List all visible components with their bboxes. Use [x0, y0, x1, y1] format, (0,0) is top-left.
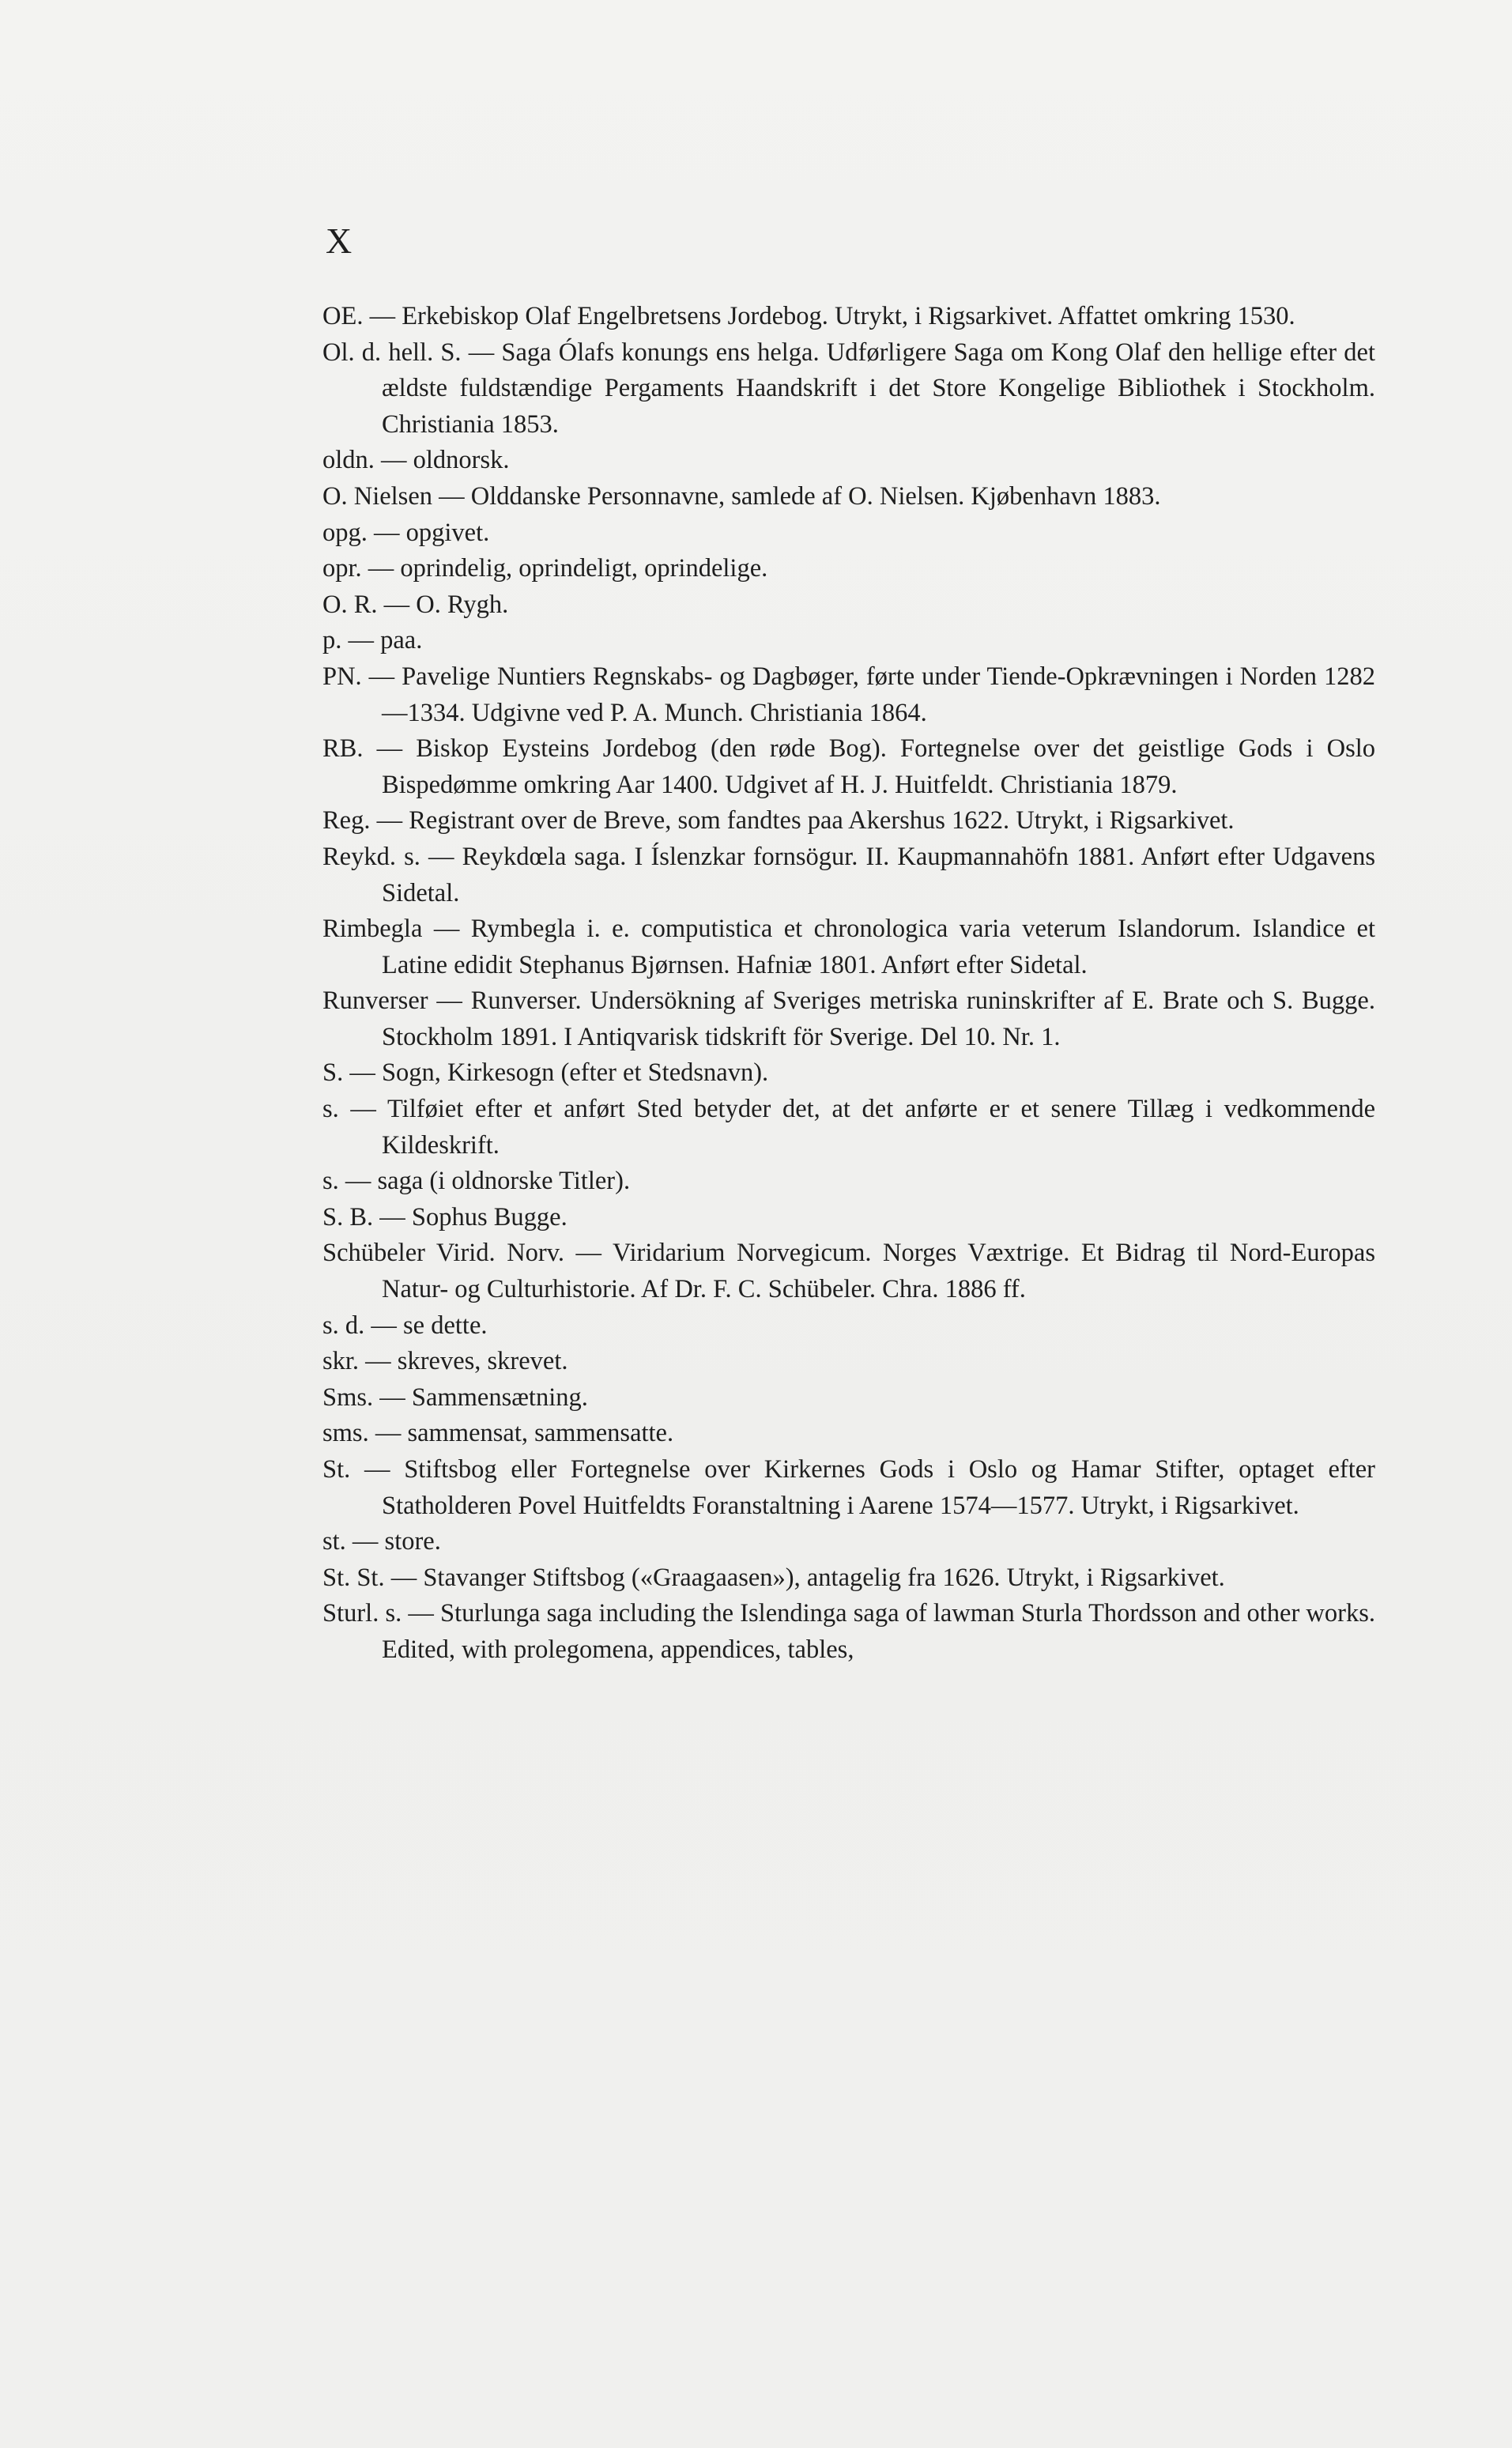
abbreviation-entry: opg. — opgivet.	[322, 518, 490, 547]
abbreviation-entry: Rimbegla — Rymbegla i. e. computistica et chronologica varia veterum Islandorum. Islandice et Latine edidit Stephanus Bjørnsen. Hafniæ 1801. Anført efter Sidetal.	[322, 915, 1375, 979]
abbreviation-entry: Reykd. s. — Reykdœla saga. I Íslenzkar fornsögur. II. Kaupmannahöfn 1881. Anført efter Udgavens Sidetal.	[322, 842, 1375, 907]
abbreviation-entry: St. — Stiftsbog eller Fortegnelse over Kirkernes Gods i Oslo og Hamar Stifter, optaget efter Statholderen Povel Huitfeldts Foranstaltning i Aarene 1574—1577. Utrykt, i Rigsarkivet.	[322, 1455, 1375, 1520]
abbreviation-entry: st. — store.	[322, 1527, 441, 1556]
page-number: X	[326, 221, 353, 261]
abbreviation-entry: oldn. — oldnorsk.	[322, 446, 510, 475]
abbreviation-entry: Runverser — Runverser. Undersökning af Sveriges metriska runinskrifter af E. Brate och S. Bugge. Stockholm 1891. I Antiqvarisk tidskrift för Sverige. Del 10. Nr. 1.	[322, 986, 1375, 1051]
abbreviation-entry: PN. — Pavelige Nuntiers Regnskabs- og Dagbøger, førte under Tiende-Opkrævningen i Norden 1282—1334. Udgivne ved P. A. Munch. Christiania 1864.	[322, 662, 1375, 727]
abbreviation-entry: opr. — oprindelig, oprindeligt, oprindelige.	[322, 554, 768, 583]
abbreviation-entry: O. R. — O. Rygh.	[322, 590, 509, 619]
abbreviation-entry: RB. — Biskop Eysteins Jordebog (den røde Bog). Fortegnelse over det geistlige Gods i Oslo Bispedømme omkring Aar 1400. Udgivet af H. J. Huitfeldt. Christiania 1879.	[322, 734, 1375, 799]
abbreviation-entry: S. B. — Sophus Bugge.	[322, 1202, 567, 1232]
abbreviation-entry: OE. — Erkebiskop Olaf Engelbretsens Jordebog. Utrykt, i Rigsarkivet. Affattet omkring 1530.	[322, 302, 1295, 330]
abbreviation-entry: Ol. d. hell. S. — Saga Ólafs konungs ens helga. Udførligere Saga om Kong Olaf den hellige efter det ældste fuldstændige Pergaments Haandskrift i det Store Kongelige Bibliothek i Stockholm. Christiania 1853.	[322, 338, 1375, 439]
abbreviation-entry: Sturl. s. — Sturlunga saga including the Islendinga saga of lawman Sturla Thordsson and other works. Edited, with prolegomena, appendices, tables,	[322, 1599, 1375, 1664]
abbreviation-entry: skr. — skreves, skrevet.	[322, 1347, 568, 1376]
abbreviation-entry: Schübeler Virid. Norv. — Viridarium Norvegicum. Norges Væxtrige. Et Bidrag til Nord-Europas Natur- og Culturhistorie. Af Dr. F. C. Schübeler. Chra. 1886 ff.	[322, 1239, 1375, 1304]
abbreviation-entry: s. — Tilføiet efter et anført Sted betyder det, at det anførte er et senere Tillæg i vedkommende Kildeskrift.	[322, 1095, 1375, 1160]
abbreviation-entry: sms. — sammensat, sammensatte.	[322, 1419, 674, 1448]
abbreviation-entry: p. — paa.	[322, 626, 423, 655]
abbreviation-entry: Reg. — Registrant over de Breve, som fandtes paa Akershus 1622. Utrykt, i Rigsarkivet.	[322, 806, 1235, 835]
abbreviation-entry: s. — saga (i oldnorske Titler).	[322, 1167, 631, 1196]
abbreviation-list	[322, 299, 1375, 1669]
abbreviation-entry: O. Nielsen — Olddanske Personnavne, samlede af O. Nielsen. Kjøbenhavn 1883.	[322, 481, 1161, 511]
abbreviation-entry: S. — Sogn, Kirkesogn (efter et Stedsnavn).	[322, 1058, 769, 1088]
abbreviation-entry: Sms. — Sammensætning.	[322, 1382, 588, 1412]
abbreviation-entry: s. d. — se dette.	[322, 1311, 488, 1340]
abbreviation-entry: St. St. — Stavanger Stiftsbog («Graagaasen»), antagelig fra 1626. Utrykt, i Rigsarkivet.	[322, 1563, 1225, 1592]
